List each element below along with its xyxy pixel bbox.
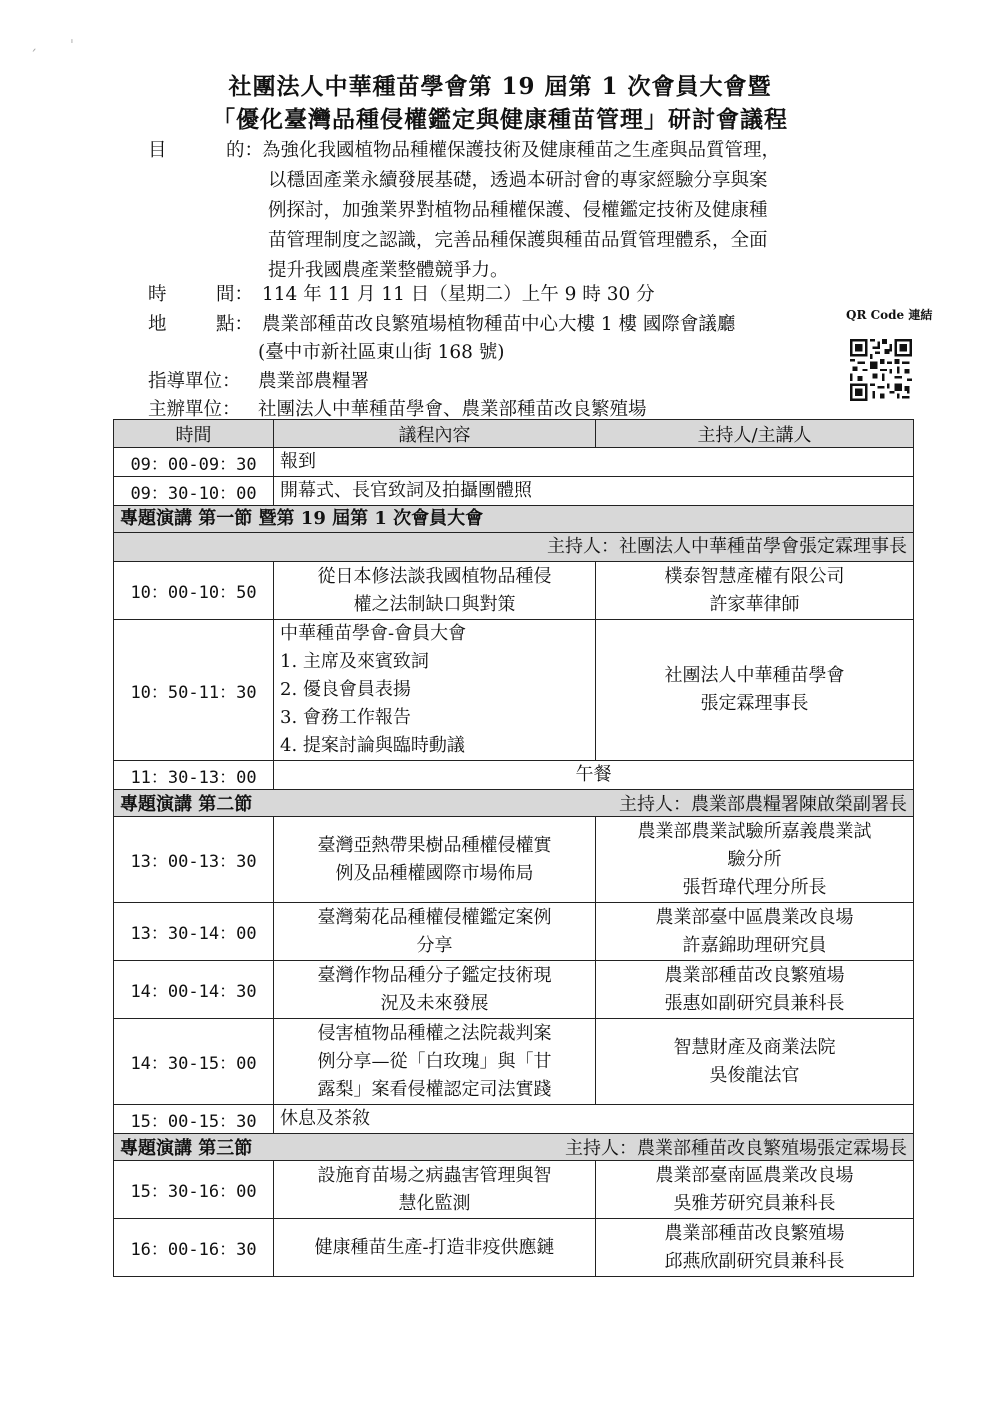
section-cell	[114, 1134, 914, 1161]
row-time: 11：30-13：00	[114, 761, 274, 790]
content-line: 臺灣亞熱帶果樹品種權侵權實	[317, 834, 552, 856]
row-content: 午餐	[274, 761, 914, 790]
scan-mark: ˈ	[70, 38, 74, 54]
content-line: 臺灣作物品種分子鑑定技術現	[317, 964, 552, 986]
row-time: 15：00-15：30	[114, 1105, 274, 1134]
row-content	[274, 817, 596, 903]
row-content: 報到	[274, 448, 914, 477]
section-title: 專題演講 第一節 暨第 19 屆第 1 次會員大會	[120, 508, 484, 529]
speaker-line: 農業部種苗改良繁殖場	[664, 964, 845, 986]
row-time: 09：30-10：00	[114, 477, 274, 506]
speaker-line: 許家華律師	[709, 593, 800, 615]
table-row	[114, 448, 914, 477]
header-time: 時間	[114, 420, 274, 448]
speaker-line: 張定霖理事長	[700, 693, 809, 714]
content-line: 臺灣菊花品種權侵權鑑定案例	[317, 906, 552, 928]
table-row	[114, 961, 914, 1019]
speaker-line: 社團法人中華種苗學會	[664, 665, 845, 686]
scan-mark: ˏ	[30, 36, 37, 52]
table-header-row	[114, 420, 914, 448]
row-speaker	[596, 903, 914, 961]
section-host: 主持人：社團法人中華種苗學會張定霖理事長	[547, 536, 907, 557]
table-row	[114, 1161, 914, 1219]
row-time: 13：00-13：30	[114, 817, 274, 903]
speaker-line: 農業部臺南區農業改良場	[655, 1164, 854, 1186]
row-speaker	[596, 961, 914, 1019]
row-time: 16：00-16：30	[114, 1219, 274, 1277]
row-time: 09：00-09：30	[114, 448, 274, 477]
row-time: 14：30-15：00	[114, 1019, 274, 1105]
content-line: 2. 優良會員表揚	[280, 679, 411, 700]
speaker-line: 農業部種苗改良繁殖場	[664, 1222, 845, 1244]
speaker-line: 吳俊龍法官	[709, 1064, 800, 1086]
content-line: 慧化監測	[398, 1192, 471, 1214]
section-host: 主持人：農業部種苗改良繁殖場張定霖場長	[565, 1138, 907, 1159]
section-row	[114, 1134, 914, 1161]
purpose-line: 為強化我國植物品種權保護技術及健康種苗之生產與品質管理，	[262, 140, 781, 161]
qr-code-icon[interactable]	[850, 339, 912, 401]
purpose-text	[262, 136, 902, 286]
table-row	[114, 562, 914, 620]
table-row	[114, 620, 914, 761]
row-content	[274, 620, 596, 761]
content-line: 例分享—從「白玫瑰」與「甘	[317, 1050, 552, 1072]
row-content	[274, 961, 596, 1019]
guide-value: 農業部農糧署	[258, 371, 370, 392]
section-row	[114, 506, 914, 562]
row-time: 13：30-14：00	[114, 903, 274, 961]
speaker-line: 張惠如副研究員兼科長	[664, 992, 845, 1014]
place-value: 農業部種苗改良繁殖場植物種苗中心大樓 1 樓 國際會議廳	[262, 314, 736, 335]
content-line: 權之法制缺口與對策	[353, 593, 516, 615]
row-speaker	[596, 1019, 914, 1105]
content-line: 況及未來發展	[380, 992, 489, 1014]
row-content	[274, 1019, 596, 1105]
section-row	[114, 790, 914, 817]
content-line: 設施育苗場之病蟲害管理與智	[317, 1164, 552, 1186]
row-time: 14：00-14：30	[114, 961, 274, 1019]
row-speaker	[596, 1161, 914, 1219]
speaker-line: 邱燕欣副研究員兼科長	[664, 1250, 845, 1272]
purpose-line: 苗管理制度之認識，完善品種保護與種苗品質管理體系，全面	[268, 230, 768, 251]
content-line: 例及品種權國際市場佈局	[335, 862, 534, 884]
header-content: 議程內容	[274, 420, 596, 448]
row-speaker	[596, 1219, 914, 1277]
speaker-line: 農業部農業試驗所嘉義農業試	[637, 820, 872, 842]
speaker-line: 農業部臺中區農業改良場	[655, 906, 854, 928]
speaker-line: 許嘉錦助理研究員	[682, 934, 827, 956]
content-line: 分享	[416, 934, 453, 956]
table-row	[114, 1105, 914, 1134]
table-row	[114, 477, 914, 506]
purpose-line: 以穩固產業永續發展基礎，透過本研討會的專家經驗分享與案	[268, 170, 768, 191]
time-label-a: 時	[148, 284, 167, 305]
purpose-line: 提升我國農產業整體競爭力。	[268, 260, 509, 281]
row-time: 10：00-10：50	[114, 562, 274, 620]
page-title-line2: 「優化臺灣品種侵權鑑定與健康種苗管理」研討會議程	[212, 106, 788, 133]
agenda-table	[113, 419, 914, 1277]
section-cell	[114, 790, 914, 817]
content-line: 侵害植物品種權之法院裁判案	[317, 1022, 552, 1044]
section-cell	[114, 506, 914, 562]
place-address: (臺中市新社區東山街 168 號)	[258, 342, 505, 363]
purpose-label-b: 的：	[226, 140, 264, 161]
speaker-line: 吳雅芳研究員兼科長	[673, 1192, 836, 1214]
purpose-line: 例探討，加強業界對植物品種權保護、侵權鑑定技術及健康種	[268, 200, 768, 221]
time-value: 114 年 11 月 11 日（星期二）上午 9 時 30 分	[262, 284, 655, 305]
row-time: 10：50-11：30	[114, 620, 274, 761]
content-line: 中華種苗學會-會員大會	[280, 623, 467, 644]
table-row	[114, 1019, 914, 1105]
qr-code-label: QR Code 連結	[846, 308, 933, 322]
row-time: 15：30-16：00	[114, 1161, 274, 1219]
guide-label: 指導單位：	[148, 371, 241, 392]
place-label-a: 地	[148, 314, 167, 335]
row-speaker	[596, 562, 914, 620]
table-row	[114, 1219, 914, 1277]
row-content	[274, 562, 596, 620]
content-line: 4. 提案討論與臨時動議	[280, 735, 465, 756]
content-line: 3. 會務工作報告	[280, 707, 411, 728]
place-label-b: 點：	[216, 314, 254, 335]
page-title-line1: 社團法人中華種苗學會第 19 屆第 1 次會員大會暨	[228, 73, 772, 100]
row-speaker	[596, 620, 914, 761]
content-line: 從日本修法談我國植物品種侵	[317, 565, 552, 587]
row-content: 休息及茶敘	[274, 1105, 914, 1134]
row-content	[274, 903, 596, 961]
row-content: 開幕式、長官致詞及拍攝團體照	[274, 477, 914, 506]
section-title: 專題演講 第三節	[120, 1138, 253, 1159]
time-label-b: 間：	[216, 284, 254, 305]
content-line: 健康種苗生產-打造非疫供應鏈	[314, 1236, 555, 1258]
row-content	[274, 1219, 596, 1277]
content-line: 露梨」案看侵權認定司法實踐	[317, 1078, 552, 1100]
host-label: 主辦單位：	[148, 399, 241, 420]
speaker-line: 張哲瑋代理分所長	[682, 876, 827, 898]
section-host: 主持人：農業部農糧署陳啟榮副署長	[619, 794, 907, 815]
header-speaker: 主持人/主講人	[596, 420, 914, 448]
purpose-label-a: 目	[148, 140, 167, 161]
content-line: 1. 主席及來賓致詞	[280, 651, 429, 672]
speaker-line: 智慧財產及商業法院	[673, 1036, 836, 1058]
speaker-line: 樸泰智慧產權有限公司	[664, 565, 845, 587]
table-row	[114, 761, 914, 790]
host-value: 社團法人中華種苗學會、農業部種苗改良繁殖場	[258, 399, 647, 420]
table-row	[114, 817, 914, 903]
row-content	[274, 1161, 596, 1219]
row-speaker	[596, 817, 914, 903]
section-title: 專題演講 第二節	[120, 794, 253, 815]
table-row	[114, 903, 914, 961]
speaker-line: 驗分所	[727, 848, 782, 870]
